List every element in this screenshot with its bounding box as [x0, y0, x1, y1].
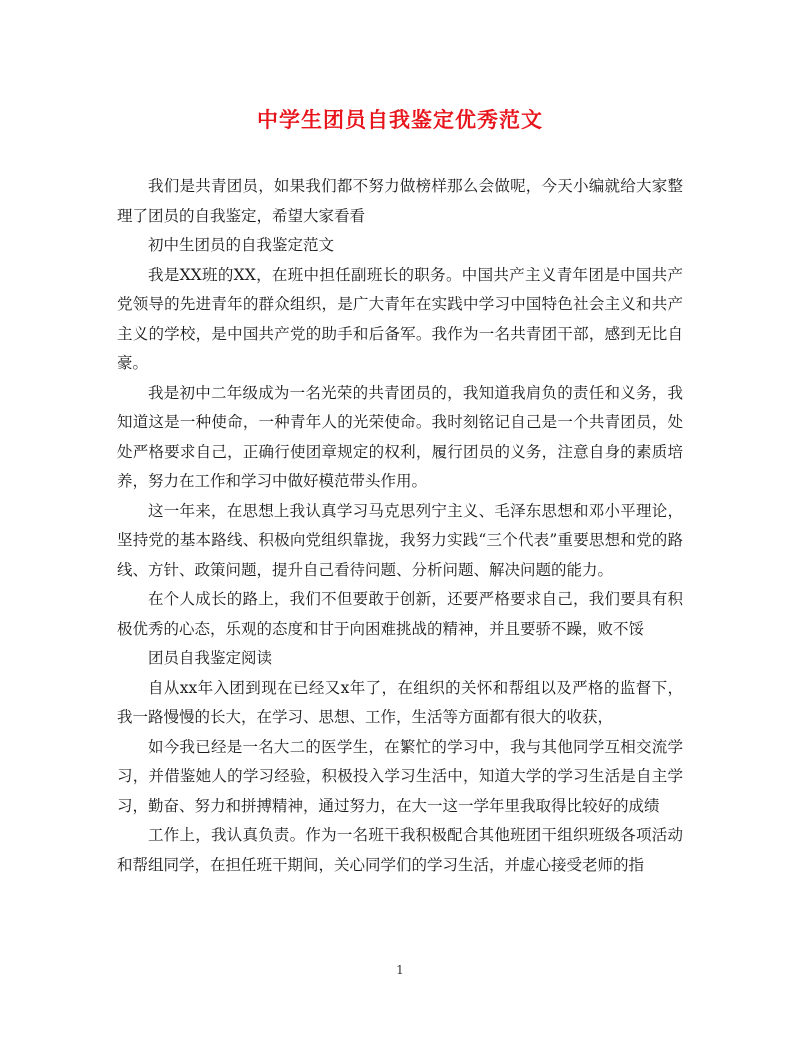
paragraph: 如今我已经是一名大二的医学生，在繁忙的学习中，我与其他同学互相交流学习，并借鉴她人的学习经验，积极投入学习生活中，知道大学的学习生活是自主学习，勤奋、努力和拼搏精神，通过努力，在大一这一学年里我取得比较好的成绩 [117, 737, 683, 815]
paragraph: 我是XX班的XX，在班中担任副班长的职务。中国共产主义青年团是中国共产党领导的先进青年的群众组织，是广大青年在实践中学习中国特色社会主义和共产主义的学校，是中国共产党的助手和后备军。我作为一名共青团干部，感到无比自豪。 [117, 265, 683, 372]
paragraph-intro: 我们是共青团员，如果我们都不努力做榜样那么会做呢，今天小编就给大家整理了团员的自我鉴定，希望大家看看 [117, 177, 683, 225]
section-heading-reading: 团员自我鉴定阅读 [148, 649, 273, 667]
section-heading-junior: 初中生团员的自我鉴定范文 [148, 236, 335, 254]
document-body [117, 172, 683, 880]
paragraph: 自从xx年入团到现在已经又x年了，在组织的关怀和帮组以及严格的监督下，我一路慢慢的长大，在学习、思想、工作，生活等方面都有很大的收获， [117, 678, 683, 726]
page-number: 1 [396, 963, 404, 977]
paragraph: 这一年来，在思想上我认真学习马克思列宁主义、毛泽东思想和邓小平理论，坚持党的基本路线、积极向党组织靠拢，我努力实践“三个代表”重要思想和党的路线、方针、政策问题，提升自己看待问题、分析问题、解决问题的能力。 [117, 501, 683, 579]
page-title: 中学生团员自我鉴定优秀范文 [257, 108, 543, 132]
paragraph: 在个人成长的路上，我们不但要敢于创新，还要严格要求自己，我们要具有积极优秀的心态，乐观的态度和甘于向困难挑战的精神，并且要骄不躁，败不馁 [117, 590, 683, 638]
paragraph: 工作上，我认真负责。作为一名班干我积极配合其他班团干组织班级各项活动和帮组同学，在担任班干期间，关心同学们的学习生活，并虚心接受老师的指 [117, 826, 683, 874]
paragraph: 我是初中二年级成为一名光荣的共青团员的，我知道我肩负的责任和义务，我知道这是一种使命，一种青年人的光荣使命。我时刻铭记自己是一个共青团员，处处严格要求自己，正确行使团章规定的权利，履行团员的义务，注意自身的素质培养，努力在工作和学习中做好模范带头作用。 [117, 383, 683, 490]
